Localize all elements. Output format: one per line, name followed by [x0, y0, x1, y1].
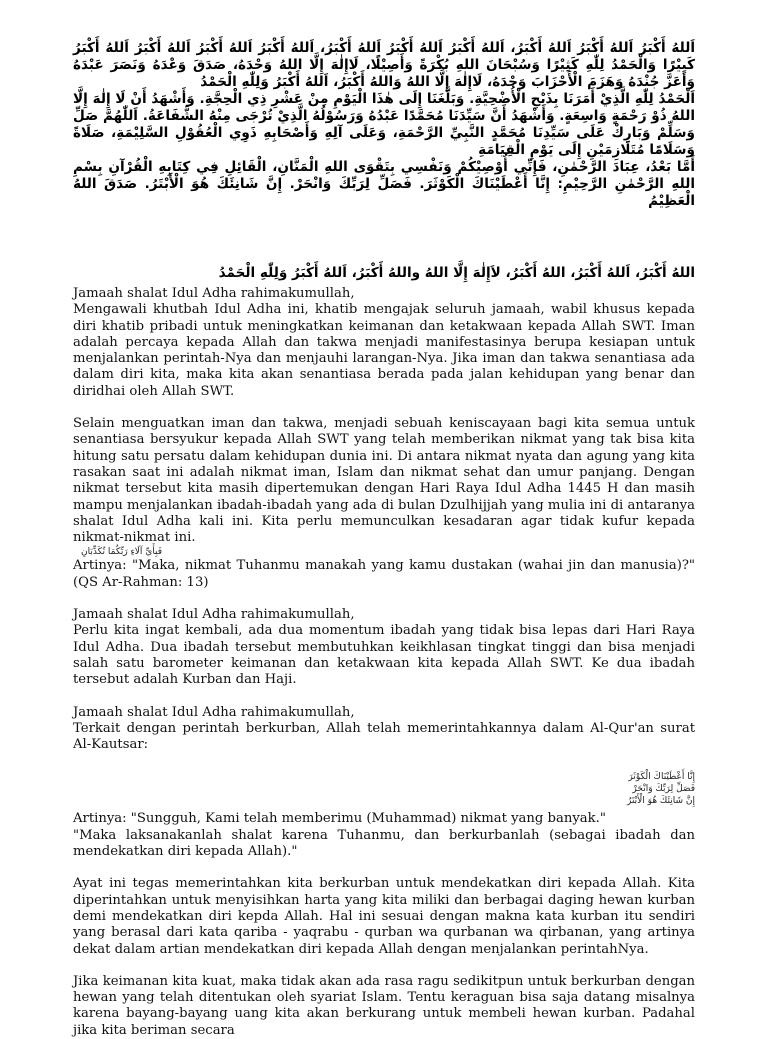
- salutation: Jamaah shalat Idul Adha rahimakumullah,: [73, 704, 355, 720]
- arabic-takbir-paragraph: اَللهُ أَكْبَرُ اَللهُ أَكْبَرُ اَللهُ أَكْبَرُ، اَللهُ أَكْبَرُ اَللهُ أَكْبَرُ اَللهُ أَكْبَرُ، اَللهُ أَكْبَرُ اَللهُ أَكْبَرُ اَللهُ أَكْبَرُ اَللهُ أَكْبَرُ كَبِيْرًا وَالْحَمْدُ لِلّٰهِ كَثِيْرًا وَسُبْحَانَ اللهِ بُكْرَةً وَأَصِيْلًا، لَاإِلٰهَ إِلَّا اللهُ وَحْدَهُ، صَدَقَ وَعْدَهُ وَنَصَرَ عَبْدَهُ وَأَعَزَّ جُنْدَهُ وَهَزَمَ الْأَحْزَابَ وَحْدَهُ، لَاإِلٰهَ إِلَّا اللهُ وَاللهُ أَكْبَرُ، اَللهُ أَكْبَرُ وَلِلّٰهِ الْحَمْدُ: [73, 40, 695, 90]
- paragraph-gap: [73, 689, 695, 705]
- paragraph-gap: [73, 958, 695, 974]
- khutbah-body: [73, 286, 695, 1039]
- arabic-wasiat-paragraph: أَمَّا بَعْدُ، عِبَادَ الرَّحْمٰنِ، فَإِنِّي أُوْصِيْكُمْ وَنَفْسِي بِتَقْوَى اللهِ الْمَنَّانِ، الْقَائِلِ فِي كِتَابِهِ الْقُرْآنِ بِسْمِ اللهِ الرَّحْمٰنِ الرَّحِيْمِ: إِنَّا أَعْطَيْنَاكَ الْكَوْثَرَ. فَصَلِّ لِرَبِّكَ وَانْحَرْ. إِنَّ شَانِئَكَ هُوَ الْأَبْتَرُ. صَدَقَ اللهُ الْعَظِيْمُ: [73, 159, 695, 209]
- arabic-verse-rahman: فَبِأَيِّ آلَاءِ رَبِّكُمَا تُكَذِّبَانِ: [81, 547, 163, 558]
- kautsar-line: إِنَّا أَعْطَيْنَاكَ الْكَوْثَرَ: [628, 772, 695, 783]
- arabic-heading: اللهُ أَكْبَرُ، اَللهُ أَكْبَرُ، اللهُ أَكْبَرُ، لاَإِلٰهَ إِلَّا اللهُ واللهُ أَكْبَرُ، اَللهُ أَكْبَرُ وَلِلّٰهِ الْحَمْدُ: [218, 265, 695, 281]
- arabic-intro: [73, 40, 695, 210]
- translation-text: "Maka laksanakanlah shalat karena Tuhanmu, dan berkurbanlah (sebagai ibadah dan mendekatkan diri kepada Allah).": [73, 827, 695, 860]
- body-paragraph: Ayat ini tegas memerintahkan kita berkurban untuk mendekatkan diri kepada Allah. Kita diperintahkan untuk menyisihkan harta yang kita miliki dan berbagai daging hewan kurban demi mendekatkan diri kepda Allah. Hal ini sesuai dengan makna kata kurban itu sendiri yang berasal dari kata qariba - yaqrabu - qurban wa qurbanan wa qirbanan, yang artinya dekat dalam artian mendekatkan diri kepada Allah dengan menjalankan perintahNya.: [73, 876, 695, 957]
- body-paragraph: Perlu kita ingat kembali, ada dua momentum ibadah yang tidak bisa lepas dari Hari Raya Idul Adha. Dua ibadah tersebut membutuhkan keikhlasan tingkat tinggi dan bisa menjadi salah satu barometer keimanan dan ketakwaan kita kepada Allah SWT. Ke dua ibadah tersebut adalah Kurban dan Haji.: [73, 623, 695, 688]
- paragraph-gap: [73, 591, 695, 607]
- salutation: Jamaah shalat Idul Adha rahimakumullah,: [73, 607, 355, 623]
- body-paragraph: Terkait dengan perintah berkurban, Allah telah memerintahkannya dalam Al-Qur'an surat Al-Kautsar:: [73, 720, 695, 753]
- body-paragraph: Mengawali khutbah Idul Adha ini, khatib mengajak seluruh jamaah, wabil khusus kepada diri khatib pribadi untuk meningkatkan keimanan dan ketakwaan kepada Allah SWT. Iman adalah percaya kepada Allah dan takwa menjadi manifestasinya berupa kesiapan untuk menjalankan perintah-Nya dan menjauhi larangan-Nya. Jika iman dan takwa senantiasa ada dalam diri kita, maka kita akan senantiasa berada pada jalan kehidupan yang benar dan diridhai oleh Allah SWT.: [73, 302, 695, 399]
- kautsar-line: فَصَلِّ لِرَبِّكَ وَانْحَرْ: [632, 784, 695, 795]
- paragraph-gap: [73, 860, 695, 876]
- paragraph-gap: [73, 400, 695, 416]
- body-paragraph: Selain menguatkan iman dan takwa, menjadi sebuah keniscayaan bagi kita semua untuk senantiasa bersyukur kepada Allah SWT yang telah memberikan nikmat yang tak bisa kita hitung satu persatu dalam kehidupan dunia ini. Di antara nikmat nyata dan agung yang kita rasakan saat ini adalah nikmat iman, Islam dan nikmat sehat dan umur panjang. Dengan nikmat tersebut kita masih dipertemukan dengan Hari Raya Idul Adha 1445 H dan masih mampu menjalankan ibadah-ibadah yang ada di bulan Dzulhijjah yang mulia ini di antaranya shalat Idul Adha kali ini. Kita perlu memunculkan kesadaran agar tidak kufur kepada nikmat-nikmat ini.: [73, 416, 695, 546]
- salutation: Jamaah shalat Idul Adha rahimakumullah,: [73, 286, 355, 301]
- arabic-hamdalah-paragraph: اَلْحَمْدُ لِلّٰهِ الَّذِيْ أَمَرَنَا بِذَبْحِ الْأُضْحِيَّةِ. وَبَلَّغَنَا إِلَى هٰذَا الْيَوْمِ مِنْ عَشْرِ ذِي الْحِجَّةِ. وَأَشْهَدُ أَنْ لَا إِلٰهَ إِلَّا اللهُ ذُوْ رَحْمَةٍ وَاسِعَةٍ. وَأَشْهَدُ أَنَّ سَيِّدَنَا مُحَمَّدًا عَبْدُهُ وَرَسُوْلُهُ الَّذِيْ تُرْجَى مِنْهُ الشَّفَاعَةُ. اَللّٰهُمَّ صَلِّ وَسَلِّمْ وَبَارِكْ عَلَى سَيِّدِنَا مُحَمَّدٍ النَّبِيِّ الرَّحْمَةِ، وَعَلَى آلِهِ وَأَصْحَابِهِ ذَوِي الْعُقُوْلِ السَّلِيْمَةِ، صَلَاةً وَسَلَامًا مُتَلَازِمَيْنِ إِلَى يَوْمِ الْقِيَامَةِ: [73, 91, 695, 158]
- kautsar-line: إِنَّ شَانِئَكَ هُوَ الْأَبْتَرُ: [627, 796, 695, 807]
- translation-text: Artinya: "Sungguh, Kami telah memberimu (Muhammad) nikmat yang banyak.": [73, 811, 606, 827]
- translation-text: Artinya: "Maka, nikmat Tuhanmu manakah yang kamu dustakan (wahai jin dan manusia)?" (QS Ar-Rahman: 13): [73, 558, 695, 590]
- arabic-verse-kautsar: [73, 771, 695, 807]
- body-paragraph: Jika keimanan kita kuat, maka tidak akan ada rasa ragu sedikitpun untuk berkurban dengan hewan yang telah ditentukan oleh syariat Islam. Tentu keraguan bisa saja datang misalnya karena bayang-bayang uang kita akan berkurang untuk membeli hewan kurban. Padahal jika kita beriman secara: [73, 973, 695, 1038]
